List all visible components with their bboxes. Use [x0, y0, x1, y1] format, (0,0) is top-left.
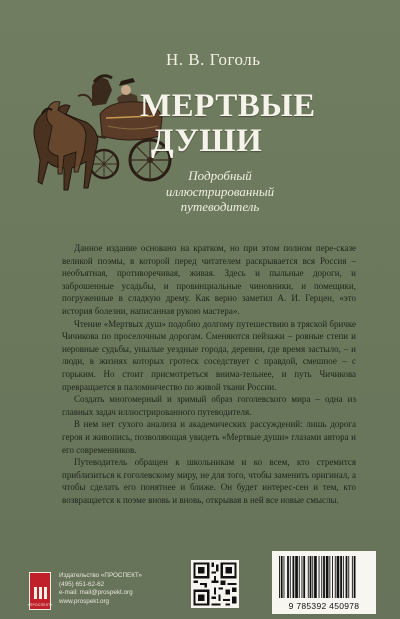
annotation-paragraph: Данное издание основано на кратком, но при этом полном пере-сказе великой поэмы, в которой перед читателем раскрывается вся Россия – необъятная, противоречивая, живая. Здесь и пыльные дороги, и заброшенные усадьбы, и провинциальные чиновники, и помещики, погруженные в сладкую дрему. Как верно заметил А. И. Герцен, «это история болезни, написанная рукою мастера».: [62, 243, 356, 316]
publisher-website[interactable]: www.prospekt.org: [59, 597, 110, 605]
logo-bars-icon: [34, 587, 47, 599]
annotation-paragraph: В нем нет сухого анализа и академических рассуждений: лишь дорога героя и живопись, позволяющая увидеть «Мертвые души» глазами автора и его современников.: [62, 419, 356, 455]
publisher-logo: [29, 572, 51, 610]
publisher-phone: (495) 651-62-62: [59, 580, 105, 588]
author-name: Н. В. Гоголь: [166, 50, 261, 69]
annotation-paragraph: Создать многомерный и зримый образ гоголевского мира – одна из главных задач иллюстрированного путеводителя.: [62, 394, 356, 417]
book-subtitle: Подробный иллюстрированный путеводитель: [165, 168, 275, 214]
isbn-barcode: [272, 551, 376, 614]
publisher-info: [59, 572, 142, 606]
annotation-paragraph: Чтение «Мертвых душ» подобно долгому путешествию в тряской бричке Чичикова по проселочным дорогам. Сменяются пейзажи – ровные степи и неровные судьбы, унылые уездные города, деревни, где время застыло, – и люди, в жизнях которых гротеск соседствует с правдой, смешное – с горьким. Но стоит присмотреться внима-тельнее, и путь Чичикова превращается в паломничество по живой ткани России.: [62, 318, 356, 392]
barcode-bars-icon: [279, 556, 369, 598]
book-title-line1: МЕРТВЫЕ: [140, 88, 316, 124]
annotation-text: [62, 242, 356, 506]
logo-caption: «ПРОСПЕКТ»: [27, 603, 53, 607]
isbn-digits: 9 785392 450978: [288, 601, 360, 611]
publisher-email[interactable]: e-mail: mail@prospekt.org: [59, 589, 133, 597]
publisher-name: Издательство «ПРОСПЕКТ»: [59, 572, 142, 579]
book-title-line2: ДУШИ: [151, 123, 263, 159]
qr-code-icon[interactable]: [191, 560, 239, 608]
annotation-paragraph: Путеводитель обращен к школьникам и ко всем, кто стремится приблизиться к гоголевскому миру, не для того, чтобы заменить оригинал, а чтобы сделать его понятнее и ближе. Он будет интерес-сен и тем, кто возвращается к поэме вновь и вновь, открывая в ней все новые смыслы.: [62, 457, 356, 505]
